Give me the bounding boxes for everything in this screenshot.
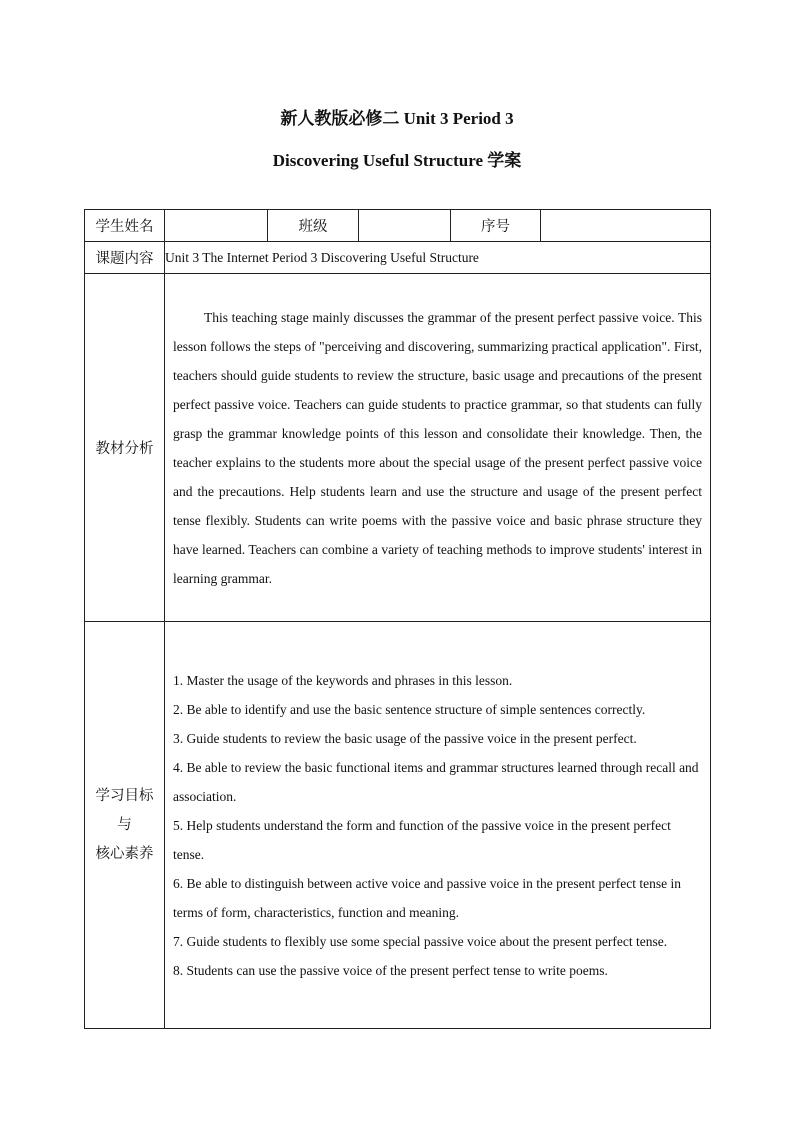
document-title: 新人教版必修二 Unit 3 Period 3 <box>280 109 514 128</box>
student-info-row <box>85 210 711 242</box>
objectives-list <box>165 666 710 985</box>
textbook-analysis-label: 教材分析 <box>85 274 165 622</box>
topic-content: Unit 3 The Internet Period 3 Discovering Useful Structure <box>165 242 711 274</box>
textbook-analysis-row <box>85 274 711 622</box>
objectives-cell <box>165 622 711 1029</box>
seat-number-field[interactable] <box>541 210 711 242</box>
objectives-label-line1: 学习目标 <box>95 787 154 804</box>
objectives-row <box>85 622 711 1029</box>
objective-item: 2. Be able to identify and use the basic sentence structure of simple sentences correctly. <box>173 701 646 717</box>
objective-item: 6. Be able to distinguish between active voice and passive voice in the present perfect tense in terms of form, characteristics, function and meaning. <box>173 875 681 920</box>
student-name-label: 学生姓名 <box>85 210 165 242</box>
textbook-analysis-cell <box>165 274 711 622</box>
objective-item: 1. Master the usage of the keywords and phrases in this lesson. <box>173 672 513 688</box>
topic-row <box>85 242 711 274</box>
objectives-label-line3: 核心素养 <box>95 845 154 862</box>
objective-item: 8. Students can use the passive voice of the present perfect tense to write poems. <box>173 962 608 978</box>
seat-number-label: 序号 <box>451 210 541 242</box>
student-name-field[interactable] <box>165 210 268 242</box>
objective-item: 5. Help students understand the form and function of the passive voice in the present perfect tense. <box>173 817 671 862</box>
document-subtitle: Discovering Useful Structure 学案 <box>272 151 522 170</box>
objective-item: 3. Guide students to review the basic usage of the passive voice in the present perfect. <box>173 730 637 746</box>
class-field[interactable] <box>359 210 451 242</box>
textbook-analysis-text: This teaching stage mainly discusses the grammar of the present perfect passive voice. This lesson follows the steps of "perceiving and discovering, summarizing practical application". First, teachers should guide students to review the structure, basic usage and precautions of the present perfect passive voice. Teachers can guide students to practice grammar, so that students can fully grasp the grammar knowledge points of this lesson and consolidate their knowledge. Then, the teacher explains to the students more about the special usage of the present perfect passive voice and the precautions. Help students learn and use the structure and usage of the present perfect tense flexibly. Students can write poems with the passive voice and basic phrase structure they have learned. Teachers can combine a variety of teaching methods to improve students' interest in learning grammar. <box>173 309 702 586</box>
objectives-label <box>85 622 165 1029</box>
lesson-table <box>84 209 711 1029</box>
objective-item: 4. Be able to review the basic functional items and grammar structures learned through recall and association. <box>173 759 699 804</box>
objective-item: 7. Guide students to flexibly use some special passive voice about the present perfect tense. <box>173 933 668 949</box>
objectives-label-line2: 与 <box>117 816 132 833</box>
class-label: 班级 <box>268 210 359 242</box>
topic-label: 课题内容 <box>85 242 165 274</box>
